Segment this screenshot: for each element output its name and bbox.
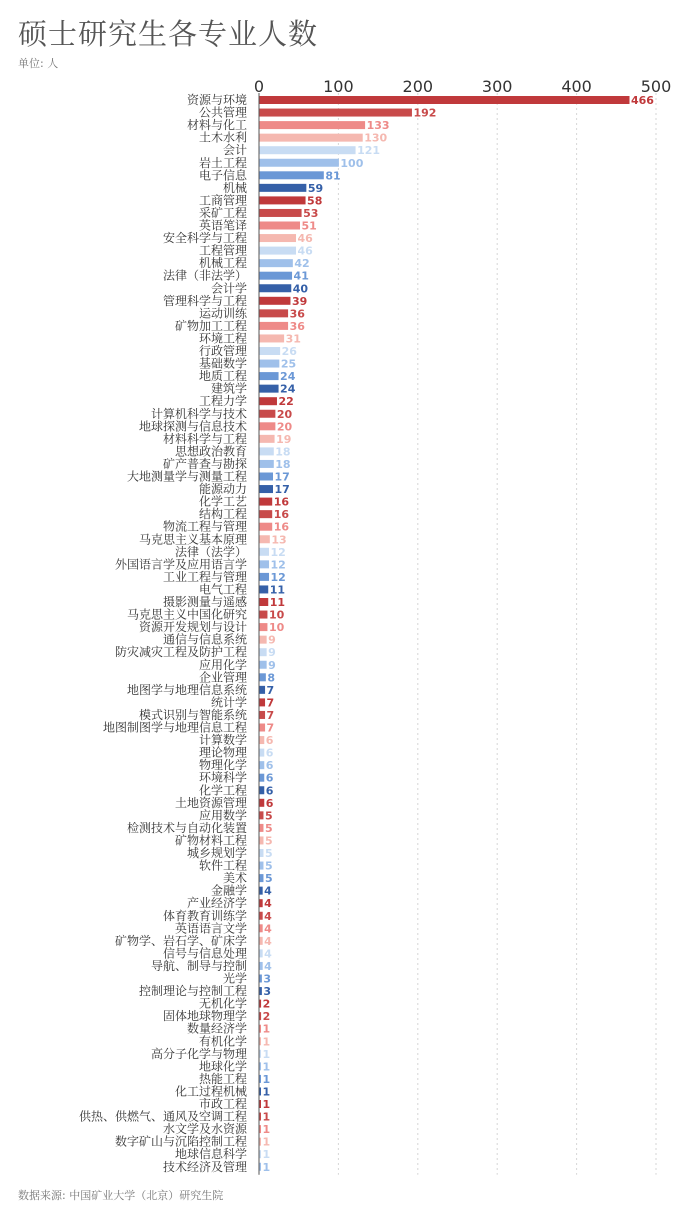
category-label: 统计学 <box>210 695 247 710</box>
bar <box>260 410 276 418</box>
category-label: 物流工程与管理 <box>162 519 247 534</box>
bar <box>260 1100 262 1108</box>
bar <box>260 799 265 807</box>
bar <box>260 96 630 104</box>
value-label: 31 <box>285 332 301 346</box>
x-tick-label: 0 <box>253 77 265 96</box>
category-label: 矿物加工工程 <box>174 318 247 333</box>
category-label: 有机化学 <box>198 1034 247 1049</box>
category-label: 防灾减灾工程及防护工程 <box>114 645 247 660</box>
category-label: 应用数学 <box>198 808 247 823</box>
bar <box>260 749 265 757</box>
category-label: 城乡规划学 <box>186 846 247 860</box>
x-tick-label: 500 <box>640 77 672 96</box>
value-label: 9 <box>268 646 276 660</box>
category-label: 信号与信息处理 <box>162 946 247 961</box>
bar <box>260 297 291 305</box>
category-label: 通信与信息系统 <box>162 632 247 647</box>
category-label: 工程力学 <box>198 394 247 409</box>
value-label: 22 <box>278 395 294 409</box>
value-label: 3 <box>263 985 272 999</box>
category-label: 光学 <box>222 971 247 986</box>
bar <box>260 159 339 167</box>
bar <box>260 146 356 154</box>
value-label: 4 <box>264 947 272 961</box>
value-label: 3 <box>263 972 272 986</box>
value-label: 6 <box>265 796 274 810</box>
value-label: 53 <box>303 206 319 220</box>
bar <box>260 887 263 895</box>
bar <box>260 535 270 543</box>
category-label: 机械 <box>222 180 247 195</box>
bar <box>260 498 273 506</box>
bar <box>260 811 264 819</box>
category-label: 计算数学 <box>198 733 247 748</box>
value-label: 18 <box>275 457 291 471</box>
value-label: 42 <box>294 257 310 271</box>
value-label: 11 <box>269 596 286 609</box>
bar <box>260 824 264 832</box>
category-label: 控制理论与控制工程 <box>138 984 247 999</box>
value-label: 6 <box>265 771 274 785</box>
x-tick-label: 300 <box>481 77 513 96</box>
category-label: 地球化学 <box>198 1059 247 1074</box>
value-label: 16 <box>273 520 290 534</box>
bar <box>260 347 281 355</box>
bar <box>260 736 265 744</box>
bar <box>260 372 279 380</box>
category-label: 矿物学、岩石学、矿床学 <box>114 933 247 948</box>
bar <box>260 1000 262 1008</box>
bar <box>260 912 263 920</box>
bar <box>260 1087 262 1095</box>
category-label: 英语语言文学 <box>174 921 247 936</box>
category-label: 会计 <box>222 143 247 158</box>
bar <box>260 899 263 907</box>
bar <box>260 636 267 644</box>
value-label: 7 <box>266 683 275 697</box>
value-label: 17 <box>274 470 290 484</box>
bar <box>260 686 266 694</box>
bar <box>260 673 266 681</box>
bar <box>260 1163 262 1171</box>
value-label: 41 <box>293 269 309 283</box>
value-label: 1 <box>262 1098 271 1111</box>
category-label: 化学工程 <box>198 783 247 798</box>
category-label: 无机化学 <box>198 996 247 1011</box>
bar <box>260 987 262 995</box>
bar <box>260 1012 262 1020</box>
category-label: 检测技术与自动化装置 <box>126 820 247 835</box>
category-label: 化工过程机械 <box>174 1084 247 1099</box>
category-label: 采矿工程 <box>198 205 247 220</box>
category-label: 环境工程 <box>198 331 247 346</box>
bar <box>260 222 300 230</box>
value-label: 7 <box>266 721 275 735</box>
bar <box>260 1125 262 1133</box>
value-label: 4 <box>264 959 272 973</box>
category-label: 能源动力 <box>198 482 247 497</box>
bar <box>260 962 263 970</box>
bar <box>260 611 268 619</box>
category-label: 产业经济学 <box>186 896 247 911</box>
category-label: 资源开发规划与设计 <box>138 620 247 635</box>
category-label: 结构工程 <box>198 507 247 522</box>
category-label: 材料与化工 <box>186 118 247 133</box>
bar <box>260 196 306 204</box>
bar <box>260 234 297 242</box>
bar <box>260 510 273 518</box>
value-label: 5 <box>264 872 273 886</box>
bar <box>260 397 277 405</box>
bar <box>260 1025 262 1033</box>
value-label: 1 <box>262 1047 271 1061</box>
category-label: 地球探测与信息技术 <box>138 419 247 434</box>
value-label: 26 <box>281 345 297 358</box>
value-label: 11 <box>269 583 286 597</box>
unit-label: 单位: 人 <box>18 57 59 70</box>
bar <box>260 1075 262 1083</box>
bar <box>260 862 264 870</box>
value-label: 24 <box>280 370 296 384</box>
category-label: 外国语言学及应用语言学 <box>114 557 247 572</box>
category-label: 地图制图学与地理信息工程 <box>102 720 247 735</box>
value-label: 13 <box>271 533 287 547</box>
bar <box>260 284 292 292</box>
category-label: 资源与环境 <box>186 93 247 107</box>
value-label: 24 <box>280 382 296 396</box>
value-label: 6 <box>265 746 274 760</box>
value-label: 6 <box>265 734 274 748</box>
value-label: 1 <box>262 1148 271 1162</box>
bar <box>260 1150 262 1158</box>
value-label: 5 <box>264 859 273 873</box>
category-label: 建筑学 <box>210 381 247 396</box>
value-label: 6 <box>265 759 274 773</box>
value-label: 2 <box>262 997 271 1011</box>
bar <box>260 711 266 719</box>
bar <box>260 435 275 443</box>
bar <box>260 598 269 606</box>
bar <box>260 724 266 732</box>
bar <box>260 447 274 455</box>
category-label: 计算机科学与技术 <box>150 406 247 421</box>
bar <box>260 322 289 330</box>
value-label: 4 <box>264 922 272 936</box>
category-label: 电气工程 <box>198 582 247 597</box>
bar <box>260 585 269 593</box>
value-label: 466 <box>631 94 654 107</box>
bar <box>260 272 293 280</box>
value-label: 10 <box>268 608 285 622</box>
bar <box>260 1138 262 1146</box>
value-label: 19 <box>276 432 292 446</box>
category-label: 工商管理 <box>198 193 247 208</box>
category-label: 地球信息科学 <box>174 1147 247 1162</box>
bar <box>260 259 293 267</box>
category-label: 思想政治教育 <box>174 444 247 459</box>
bar <box>260 975 262 983</box>
category-label: 企业管理 <box>198 670 247 685</box>
bar <box>260 573 270 581</box>
value-label: 4 <box>264 897 272 911</box>
value-label: 1 <box>262 1110 271 1124</box>
category-label: 法律（非法学） <box>162 268 247 283</box>
category-label: 理论物理 <box>198 745 247 760</box>
bar <box>260 924 263 932</box>
bar <box>260 849 264 857</box>
value-label: 5 <box>264 847 273 860</box>
category-label: 美术 <box>222 871 247 886</box>
category-label: 导航、制导与控制 <box>150 958 247 973</box>
bar <box>260 836 264 844</box>
category-label: 会计学 <box>210 281 247 296</box>
category-label: 马克思主义基本原理 <box>138 532 247 547</box>
category-label: 材料科学与工程 <box>162 431 247 446</box>
value-label: 9 <box>268 658 276 672</box>
bar <box>260 184 307 192</box>
value-label: 81 <box>325 169 341 183</box>
value-label: 8 <box>267 671 276 685</box>
value-label: 16 <box>273 508 290 522</box>
category-label: 热能工程 <box>198 1071 247 1086</box>
category-label: 矿物材料工程 <box>174 833 247 848</box>
category-label: 技术经济及管理 <box>162 1159 247 1174</box>
category-label: 应用化学 <box>198 657 247 672</box>
category-label: 土地资源管理 <box>174 795 247 810</box>
category-label: 物理化学 <box>198 758 247 773</box>
category-label: 安全科学与工程 <box>162 231 247 246</box>
value-label: 40 <box>292 282 309 296</box>
category-label: 水文学及水资源 <box>162 1122 247 1137</box>
category-label: 矿产普查与勘探 <box>162 456 247 471</box>
value-label: 12 <box>270 558 286 572</box>
category-label: 电子信息 <box>198 168 247 183</box>
value-label: 59 <box>307 181 324 195</box>
value-label: 130 <box>364 131 388 145</box>
category-label: 市政工程 <box>198 1097 247 1111</box>
category-label: 体育教育训练学 <box>162 908 247 923</box>
value-label: 1 <box>262 1072 271 1086</box>
category-label: 马克思主义中国化研究 <box>126 607 247 622</box>
bar <box>260 1113 262 1121</box>
bar <box>260 874 264 882</box>
category-label: 基础数学 <box>198 356 247 371</box>
category-label: 土木水利 <box>198 130 247 145</box>
category-label: 地图学与地理信息系统 <box>126 682 247 697</box>
bar <box>260 473 273 481</box>
value-label: 20 <box>276 420 293 434</box>
bar <box>260 385 279 393</box>
category-label: 英语笔译 <box>198 218 247 233</box>
category-label: 模式识别与智能系统 <box>138 707 247 722</box>
value-label: 12 <box>270 570 286 584</box>
bar <box>260 698 266 706</box>
category-label: 管理科学与工程 <box>162 293 247 308</box>
bar <box>260 774 265 782</box>
value-label: 18 <box>275 445 291 459</box>
bar <box>260 360 280 368</box>
value-label: 39 <box>291 294 308 308</box>
value-label: 133 <box>366 119 390 133</box>
value-label: 58 <box>307 194 323 208</box>
bar <box>260 121 366 129</box>
bar <box>260 334 285 342</box>
value-label: 25 <box>280 357 297 371</box>
value-label: 1 <box>262 1035 271 1049</box>
value-label: 51 <box>301 219 317 233</box>
category-label: 机械工程 <box>198 256 247 271</box>
bar <box>260 1037 262 1045</box>
category-label: 金融学 <box>210 883 247 898</box>
x-tick-label: 400 <box>561 77 592 96</box>
value-label: 7 <box>266 696 275 710</box>
value-label: 46 <box>297 244 313 258</box>
category-label: 大地测量学与测量工程 <box>126 469 247 484</box>
category-label: 摄影测量与遥感 <box>162 595 247 609</box>
category-label: 高分子化学与物理 <box>150 1046 247 1061</box>
bar <box>260 247 297 255</box>
bar <box>260 209 302 217</box>
value-label: 4 <box>264 909 272 923</box>
category-label: 固体地球物理学 <box>162 1009 247 1024</box>
value-label: 121 <box>357 144 381 158</box>
bar <box>260 1062 262 1070</box>
value-label: 2 <box>262 1010 271 1024</box>
bar <box>260 422 276 430</box>
category-label: 地质工程 <box>198 369 247 384</box>
category-label: 数字矿山与沉陷控制工程 <box>114 1134 247 1149</box>
value-label: 36 <box>289 319 305 333</box>
value-label: 1 <box>262 1123 271 1137</box>
value-label: 6 <box>265 784 274 798</box>
bar <box>260 937 263 945</box>
category-label: 化学工艺 <box>198 494 247 509</box>
bar <box>260 761 265 769</box>
value-label: 1 <box>262 1060 271 1074</box>
value-label: 1 <box>262 1135 271 1149</box>
category-label: 岩土工程 <box>198 155 247 170</box>
value-label: 100 <box>340 156 364 170</box>
bar <box>260 1050 262 1058</box>
data-source-note: 数据来源: 中国矿业大学（北京）研究生院 <box>18 1189 224 1202</box>
value-label: 16 <box>273 495 290 509</box>
category-label: 软件工程 <box>198 858 247 873</box>
value-label: 4 <box>264 934 272 948</box>
bar <box>260 623 268 631</box>
bar <box>260 523 273 531</box>
category-label: 供热、供燃气、通风及空调工程 <box>78 1109 247 1124</box>
value-label: 192 <box>413 106 437 120</box>
value-label: 5 <box>264 809 273 823</box>
x-tick-label: 200 <box>402 77 434 96</box>
x-tick-label: 100 <box>323 77 354 96</box>
category-label: 工程管理 <box>198 243 247 258</box>
value-label: 20 <box>276 407 293 421</box>
category-label: 环境科学 <box>198 770 247 785</box>
category-label: 数量经济学 <box>186 1021 247 1036</box>
category-label: 公共管理 <box>198 105 247 120</box>
category-label: 工业工程与管理 <box>162 569 247 584</box>
bar <box>260 786 265 794</box>
category-label: 行政管理 <box>198 344 247 358</box>
value-label: 5 <box>264 821 273 835</box>
value-label: 1 <box>262 1160 271 1174</box>
value-label: 46 <box>297 232 313 246</box>
bar <box>260 648 267 656</box>
value-label: 5 <box>264 834 273 848</box>
value-label: 12 <box>270 545 286 559</box>
value-label: 17 <box>274 483 290 497</box>
bar <box>260 309 289 317</box>
bar <box>260 548 270 556</box>
value-label: 1 <box>262 1022 271 1036</box>
value-label: 10 <box>268 621 285 635</box>
value-label: 9 <box>268 633 276 647</box>
bar <box>260 171 324 179</box>
chart-title: 硕士研究生各专业人数 <box>18 17 319 51</box>
value-label: 4 <box>264 884 272 898</box>
category-label: 法律（法学） <box>174 544 247 559</box>
bar <box>260 560 270 568</box>
bar <box>260 661 267 669</box>
bar <box>260 460 274 468</box>
value-label: 7 <box>266 708 275 722</box>
bar <box>260 949 263 957</box>
category-label: 运动训练 <box>198 306 247 321</box>
bar <box>260 134 363 142</box>
bar <box>260 109 412 117</box>
value-label: 36 <box>289 307 305 321</box>
bar <box>260 485 273 493</box>
value-label: 1 <box>262 1085 271 1099</box>
